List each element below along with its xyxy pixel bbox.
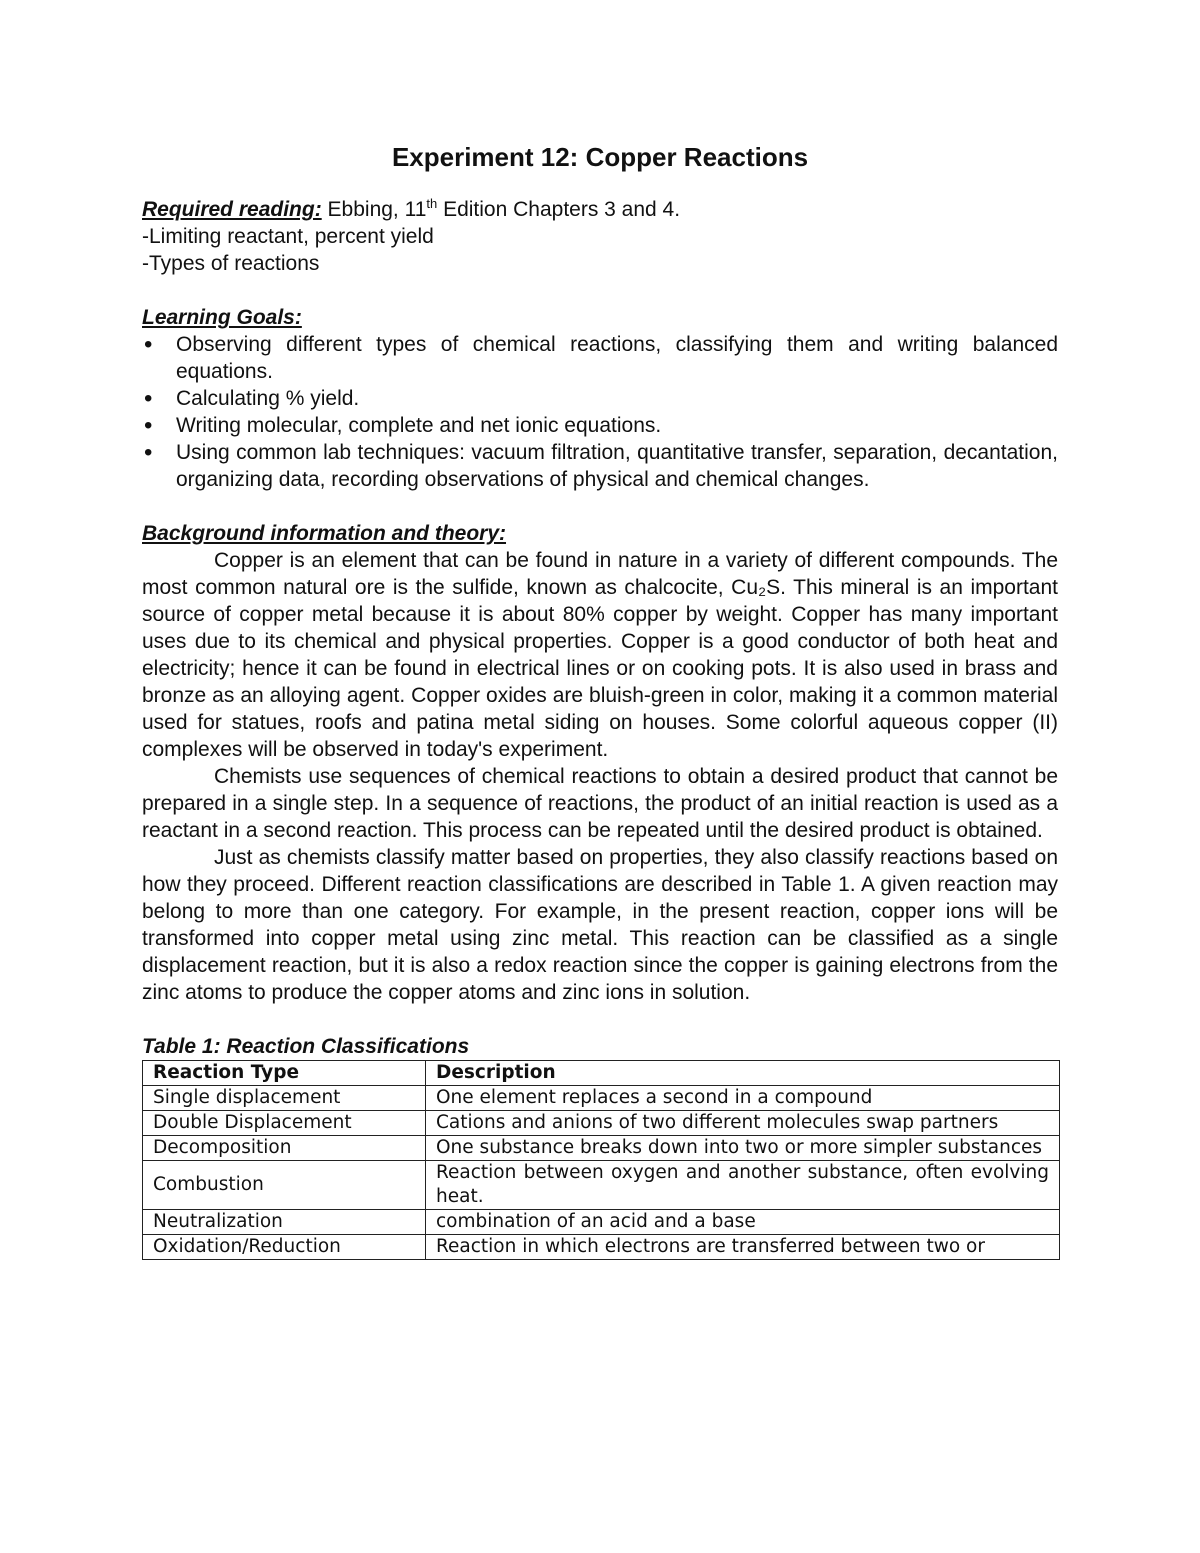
document-page xyxy=(142,140,1058,1260)
reading-item: -Types of reactions xyxy=(142,252,320,275)
table-row xyxy=(143,1235,1060,1260)
background-heading xyxy=(142,520,1058,547)
learning-goal-item: • Writing molecular, complete and net ionic equations. xyxy=(142,412,1058,439)
table-cell-type: Decomposition xyxy=(143,1136,426,1161)
learning-goals-heading xyxy=(142,304,1058,331)
required-reading-text: Ebbing, 11 xyxy=(321,198,427,221)
background-paragraph: Copper is an element that can be found in nature in a variety of different compounds. The most common natural ore is the sulfide, known as chalcocite, Cu₂S. This mineral is an important source of copper metal because it is about 80% copper by weight. Copper has many important uses due to its chemical and physical properties. Copper is a good conductor of both heat and electricity; hence it can be found in electrical lines or on cooking pots. It is also used in brass and bronze as an alloying agent. Copper oxides are bluish-green in color, making it a common material used for statues, roofs and patina metal siding on houses. Some colorful aqueous copper (II) complexes will be observed in today's experiment. xyxy=(142,549,1058,761)
background-paragraph: Chemists use sequences of chemical reactions to obtain a desired product that cannot be prepared in a single step. In a sequence of reactions, the product of an initial reaction is used as a reactant in a second reaction. This process can be repeated until the desired product is obtained. xyxy=(142,765,1058,842)
table-row xyxy=(143,1136,1060,1161)
page-title: Experiment 12: Copper Reactions xyxy=(391,142,809,172)
learning-goals-list xyxy=(142,331,1058,493)
table-cell-type: Combustion xyxy=(143,1161,426,1210)
required-reading-line xyxy=(142,196,1058,223)
table-cell-description: Reaction between oxygen and another substance, often evolving heat. xyxy=(426,1161,1060,1210)
table-cell-type: Single displacement xyxy=(143,1086,426,1111)
required-reading-text-after: Edition Chapters 3 and 4. xyxy=(437,198,681,221)
table-row xyxy=(143,1210,1060,1235)
table-cell-type: Neutralization xyxy=(143,1210,426,1235)
table-row xyxy=(143,1161,1060,1210)
table-cell-type: Oxidation/Reduction xyxy=(143,1235,426,1260)
required-reading-label: Required reading: xyxy=(142,198,322,221)
learning-goal-item: • Observing different types of chemical reactions, classifying them and writing balanced equations. xyxy=(142,331,1058,385)
table-cell-type: Double Displacement xyxy=(143,1111,426,1136)
learning-goals-label: Learning Goals: xyxy=(142,306,302,329)
learning-goal-item: • Calculating % yield. xyxy=(142,385,1058,412)
table-row xyxy=(143,1111,1060,1136)
table-cell-description: Cations and anions of two different molecules swap partners xyxy=(426,1111,1060,1136)
table-header-row xyxy=(143,1061,1060,1086)
background-paragraph: Just as chemists classify matter based on properties, they also classify reactions based on how they proceed. Different reaction classifications are described in Table 1. A given reaction may belong to more than one category. For example, in the present reaction, copper ions will be transformed into copper metal using zinc metal. This reaction can be classified as a single displacement reaction, but it is also a redox reaction since the copper is gaining electrons from the zinc atoms to produce the copper atoms and zinc ions in solution. xyxy=(142,846,1058,1004)
table-cell-description: combination of an acid and a base xyxy=(426,1210,1060,1235)
learning-goal-item: • Using common lab techniques: vacuum filtration, quantitative transfer, separation, decantation, organizing data, recording observations of physical and chemical changes. xyxy=(142,439,1058,493)
table-cell-description: One substance breaks down into two or more simpler substances xyxy=(426,1136,1060,1161)
reaction-classifications-table xyxy=(142,1060,1060,1260)
reading-item: -Limiting reactant, percent yield xyxy=(142,225,434,248)
table-cell-description: Reaction in which electrons are transferred between two or xyxy=(426,1235,1060,1260)
table-header-cell: Description xyxy=(426,1061,1060,1086)
table-cell-description: One element replaces a second in a compound xyxy=(426,1086,1060,1111)
table-header-cell: Reaction Type xyxy=(143,1061,426,1086)
required-reading-sup: th xyxy=(426,196,438,211)
table-row xyxy=(143,1086,1060,1111)
table-caption: Table 1: Reaction Classifications xyxy=(142,1035,470,1058)
background-label: Background information and theory: xyxy=(142,522,507,545)
